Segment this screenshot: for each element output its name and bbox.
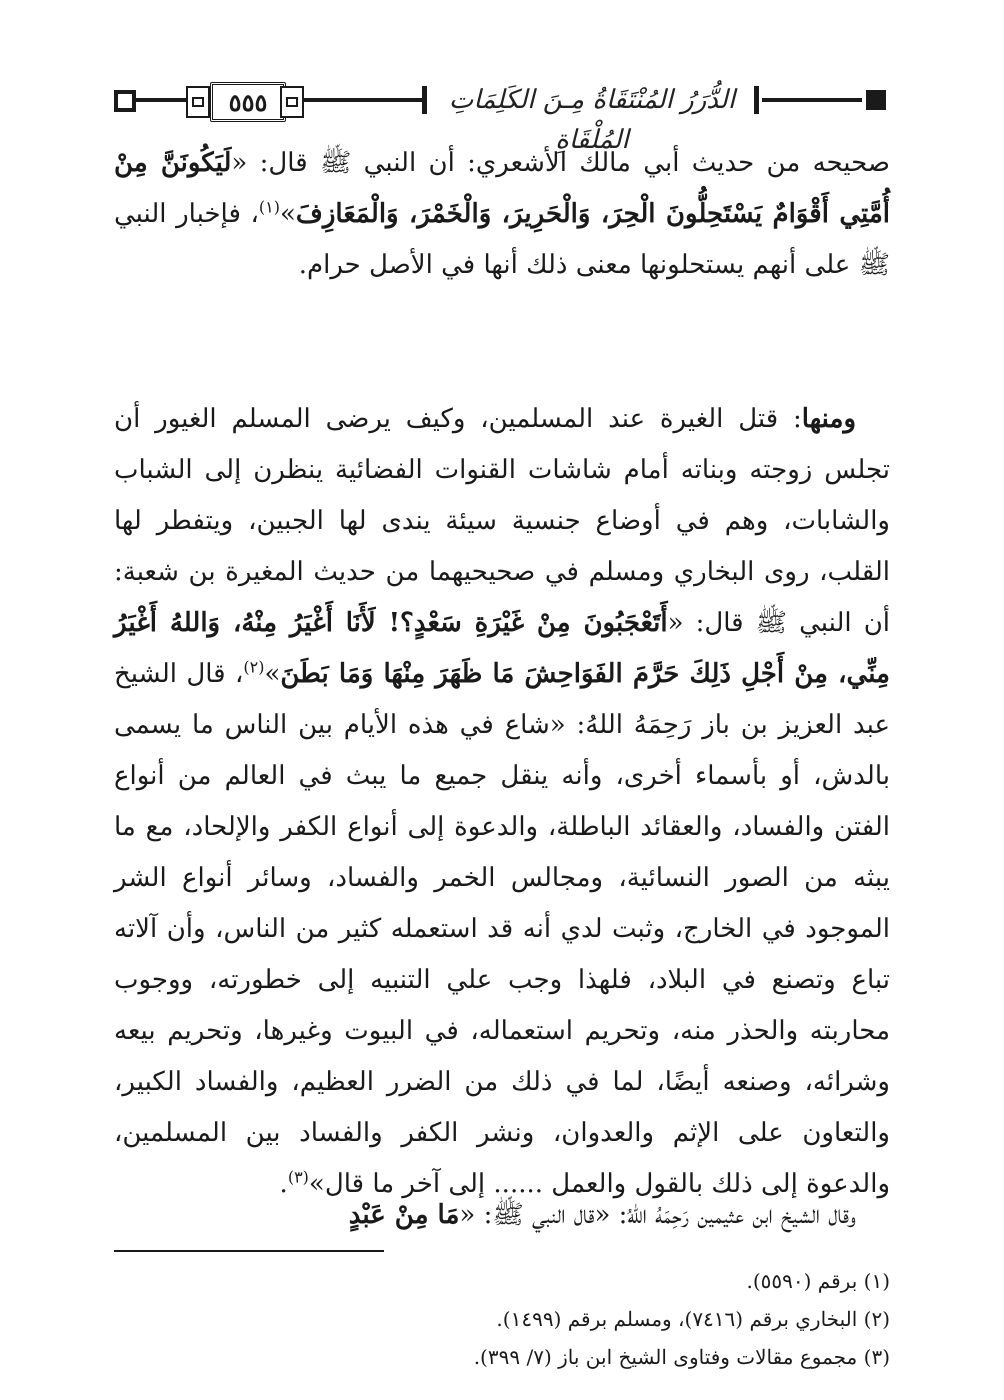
footnote-1: (١) برقم (٥٥٩٠).: [746, 1269, 890, 1293]
paragraph-lead-word: ومنها: [801, 404, 856, 434]
paragraph-3: [114, 1190, 890, 1241]
book-title: الدُّرَرُ المُنْتَقَاةُ مِـنَ الكَلِمَاتِ المُلْقَاةِ: [442, 80, 742, 120]
footnote-marker: (٣): [287, 1167, 309, 1187]
page-header: [114, 78, 890, 155]
page-number: ٥٥٥: [210, 82, 286, 122]
header-square-ornament-right: [866, 90, 886, 110]
page-number-ornament-right: [280, 86, 304, 118]
footnote-2: (٢) البخاري برقم (٧٤١٦)، ومسلم برقم (١٤٩٩).: [496, 1307, 890, 1331]
footnote-3: (٣) مجموع مقالات وفتاوى الشيخ ابن باز (٧/ ٣٩٩).: [473, 1345, 890, 1369]
footnote-marker: (٢): [243, 657, 265, 677]
header-rule-middle: [302, 98, 422, 102]
header-rule-right: [762, 98, 862, 102]
paragraph-2: [114, 394, 890, 1210]
paragraph-text: »: [264, 659, 281, 689]
hadith-quote: مَا مِنْ عَبْدٍ: [348, 1200, 460, 1230]
page-number-ornament-left: [186, 86, 210, 118]
paragraph-text: صحيحه من حديث أبي مالك الأشعري: أن النبي ﷺ قال: «: [231, 148, 891, 178]
header-bar-left: [422, 86, 427, 114]
paragraph-text: ، قال الشيخ عبد العزيز بن باز رَحِمَهُ اللهُ: «شاع في هذه الأيام بين الناس ما يسمى بالدش، أو بأسماء أخرى، وأنه ينقل جميع ما يبث في العالم من أنواع الفتن والفساد، والعقائد الباطلة، والدعوة إلى أنواع الكفر والإلحاد، مع ما يبثه من الصور النسائية، ومجالس الخمر والفساد، وسائر أنواع الشر الموجود في الخارج، وثبت لدي أنه قد استعمله كثير من الناس، وأن آلاته تباع وتصنع في البلاد، فلهذا وجب علي التنبيه إلى خطورته، ووجوب محاربته والحذر منه، وتحريم استعماله، في البيوت وغيرها، وتحريم بيعه وشرائه، وصنعه أيضًا، لما في ذلك من الضرر العظيم، والفساد الكبير، والتعاون على الإثم والعدوان، ونشر الكفر والفساد بين المسلمين، والدعوة إلى ذلك بالقول والعمل ...... إلى آخر ما قال»: [114, 659, 890, 1199]
book-page: [114, 78, 891, 1369]
paragraph-text: وقال الشيخ ابن عثيمين رَحِمَهُ اللهُ: «قال النبي ﷺ: «: [459, 1200, 856, 1230]
paragraph-1: [114, 138, 890, 291]
hadith-quote: أَتَعْجَبُونَ مِنْ غَيْرَةِ سَعْدٍ؟! لَأَنَا أَغْيَرُ مِنْهُ، وَاللهُ أَغْيَرُ مِنِّي، مِنْ أَجْلِ ذَلِكَ حَرَّمَ الفَوَاحِشَ مَا ظَهَرَ مِنْهَا وَمَا بَطَنَ: [114, 608, 890, 689]
footnote-separator: [114, 1250, 384, 1252]
paragraph-text: .: [279, 1169, 288, 1199]
footnote-marker: (١): [258, 197, 280, 217]
paragraph-text: »: [279, 199, 296, 229]
header-square-ornament-left: [114, 90, 136, 112]
footnotes: [114, 1262, 890, 1376]
hadith-quote: لَيَكُونَنَّ مِنْ أُمَّتِي أَقْوَامٌ يَسْتَحِلُّونَ الْحِرَ، وَالْحَرِيرَ، وَالْخَمْرَ، وَالْمَعَازِفَ: [114, 148, 890, 229]
paragraph-text: ، فإخبار النبي ﷺ على أنهم يستحلونها معنى ذلك أنها في الأصل حرام.: [114, 199, 890, 280]
paragraph-text: : قتل الغيرة عند المسلمين، وكيف يرضى المسلم الغيور أن تجلس زوجته وبناته أمام شاشات القنوات الفضائية ينظرن إلى الشباب والشابات، وهم في أوضاع جنسية سيئة يندى لها الجبين، ويتفطر لها القلب، روى البخاري ومسلم في صحيحيهما من حديث المغيرة بن شعبة: أن النبي ﷺ قال: «: [114, 404, 891, 638]
header-bar-right: [754, 86, 759, 114]
